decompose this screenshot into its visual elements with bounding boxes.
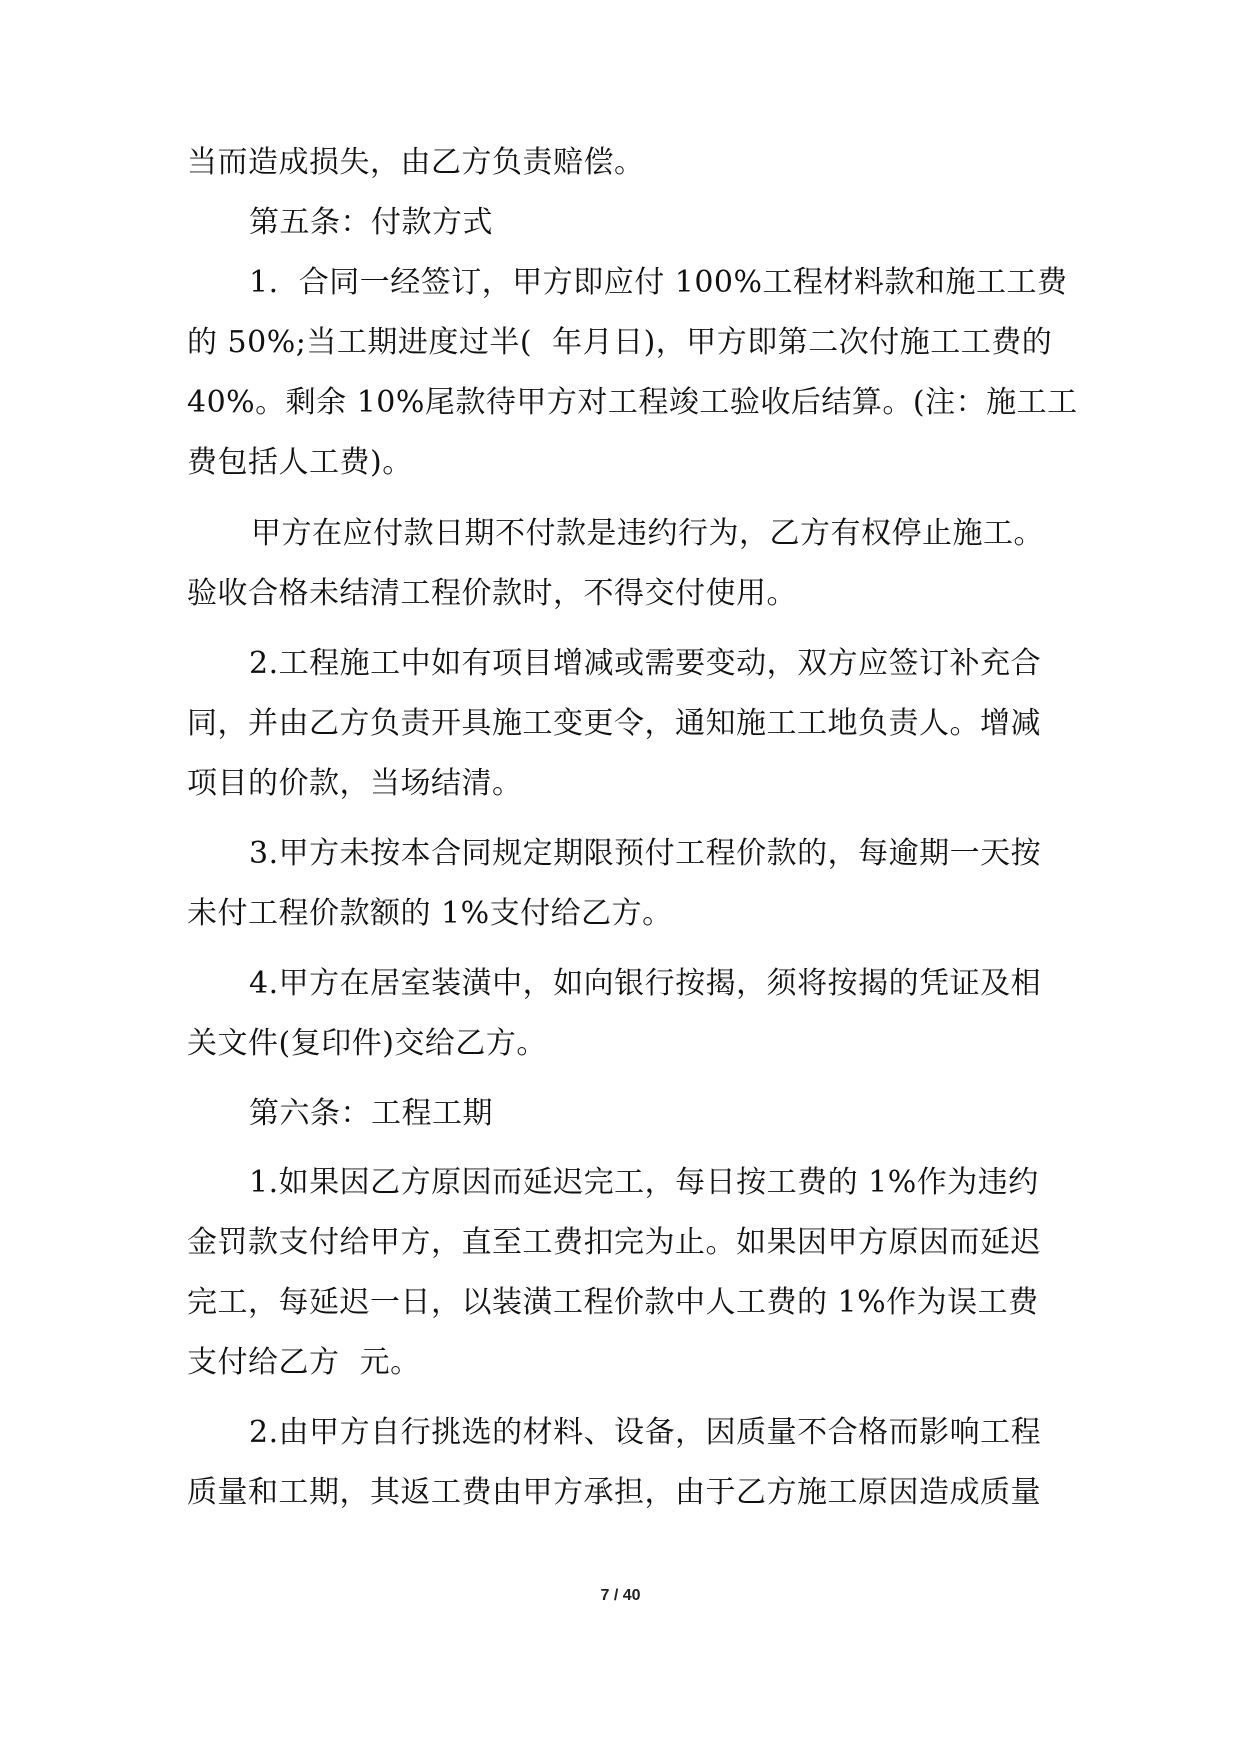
text-line: 未付工程价款额的 1%支付给乙方。 <box>187 896 673 931</box>
text-line: 1.如果因乙方原因而延迟完工，每日按工费的 1%作为违约 <box>249 1165 1039 1200</box>
text-line: 同，并由乙方负责开具施工变更令，通知施工工地负责人。增减 <box>187 706 1041 741</box>
text-line: 完工，每延迟一日，以装潢工程价款中人工费的 1%作为误工费 <box>187 1285 1039 1320</box>
text-line: 支付给乙方 元。 <box>187 1345 421 1380</box>
section-heading: 第五条：付款方式 <box>249 205 493 240</box>
section-heading: 第六条：工程工期 <box>249 1096 493 1131</box>
text-line: 金罚款支付给甲方，直至工费扣完为止。如果因甲方原因而延迟 <box>187 1225 1041 1260</box>
text-line: 3.甲方未按本合同规定期限预付工程价款的，每逾期一天按 <box>249 836 1042 871</box>
text-line: 费包括人工费)。 <box>187 445 413 480</box>
text-line: 的 50%;当工期进度过半( 年月日)，甲方即第二次付施工工费的 <box>187 325 1053 360</box>
text-line: 40%。剩余 10%尾款待甲方对工程竣工验收后结算。(注：施工工 <box>187 385 1078 420</box>
text-line: 当而造成损失，由乙方负责赔偿。 <box>187 145 645 180</box>
text-line: 甲方在应付款日期不付款是违约行为，乙方有权停止施工。 <box>251 516 1044 551</box>
text-line: 验收合格未结清工程价款时，不得交付使用。 <box>187 576 797 611</box>
page-number: 7 / 40 <box>600 1587 641 1604</box>
text-line: 关文件(复印件)交给乙方。 <box>187 1026 547 1061</box>
text-line: 项目的价款，当场结清。 <box>187 766 523 801</box>
text-line: 质量和工期，其返工费由甲方承担，由于乙方施工原因造成质量 <box>187 1475 1041 1510</box>
text-line: 1. 合同一经签订，甲方即应付 100%工程材料款和施工工费 <box>249 265 1068 300</box>
text-line: 2.由甲方自行挑选的材料、设备，因质量不合格而影响工程 <box>249 1415 1042 1450</box>
text-line: 2.工程施工中如有项目增减或需要变动，双方应签订补充合 <box>249 646 1042 681</box>
text-line: 4.甲方在居室装潢中，如向银行按揭，须将按揭的凭证及相 <box>249 966 1042 1001</box>
